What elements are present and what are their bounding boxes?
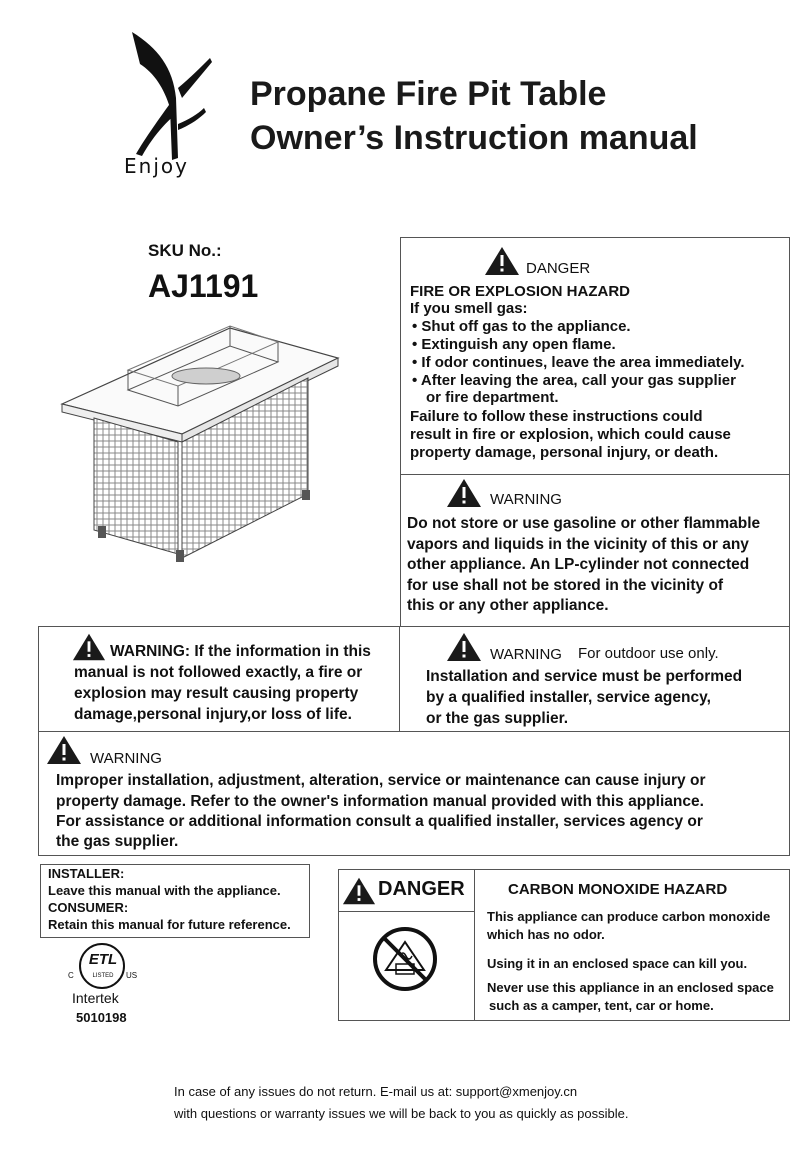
warning-info-line: manual is not followed exactly, a fire or [74, 664, 363, 681]
warning-info-line: damage,personal injury,or loss of life. [74, 706, 352, 723]
brand-logo [118, 28, 218, 180]
warning-flammable-line: other appliance. An LP-cylinder not connected [407, 556, 750, 573]
product-illustration [58, 318, 358, 568]
warning-improper-header: WARNING [90, 750, 162, 767]
danger-footer-line: property damage, personal injury, or death. [410, 444, 719, 461]
danger-bullet-text: Shut off gas to the appliance. [421, 318, 631, 335]
etl-listed-text: LISTED [92, 973, 114, 979]
etl-certification-mark [64, 940, 144, 992]
etl-mark-text: ETL [88, 951, 118, 968]
danger-bullet-text: Extinguish any open flame. [421, 336, 616, 353]
warning-outdoor-note: For outdoor use only. [578, 645, 719, 662]
warning-flammable-line: Do not store or use gasoline or other flammable [407, 515, 761, 532]
danger-bullet-text: After leaving the area, call your gas supplier [420, 372, 736, 389]
doc-title-line1: Propane Fire Pit Table [250, 75, 607, 113]
doc-title-line2: Owner’s Instruction manual [250, 119, 698, 157]
warning-improper-line: property damage. Refer to the owner's information manual provided with this appliance. [56, 793, 704, 810]
co-line: Using it in an enclosed space can kill you. [487, 956, 748, 971]
warning-info-line: explosion may result causing property [74, 685, 359, 702]
danger-bullet: • Extinguish any open flame. [412, 336, 616, 353]
danger-header: DANGER [526, 260, 591, 277]
danger-bullet-text: If odor continues, leave the area immediately. [421, 354, 745, 371]
etl-c-text: C [68, 971, 74, 980]
co-line: This appliance can produce carbon monoxide [487, 909, 771, 924]
co-danger-label: DANGER [378, 878, 465, 900]
warning-triangle-icon [46, 735, 82, 765]
co-title: CARBON MONOXIDE HAZARD [508, 881, 728, 898]
danger-bullet-cont: or fire department. [426, 389, 559, 406]
danger-bullet: • If odor continues, leave the area immediately. [412, 354, 745, 371]
warning-flammable-line: for use shall not be stored in the vicinity of [407, 577, 724, 594]
cert-number: 5010198 [76, 1010, 127, 1025]
warning-outdoor-header: WARNING [490, 646, 562, 663]
warning-triangle-icon [446, 478, 482, 508]
warning-flammable-line: this or any other appliance. [407, 597, 609, 614]
danger-subheader: FIRE OR EXPLOSION HAZARD [410, 283, 631, 300]
no-enclosed-space-icon [372, 926, 438, 992]
footer-line2: with questions or warranty issues we will be back to you as quickly as possible. [174, 1106, 629, 1121]
sku-label: SKU No.: [148, 241, 222, 260]
danger-bullet: • After leaving the area, call your gas supplier [412, 372, 736, 389]
co-line: such as a camper, tent, car or home. [489, 998, 714, 1013]
sku-value: AJ1191 [148, 268, 259, 304]
warning-triangle-icon [446, 632, 482, 662]
consumer-label: CONSUMER: [48, 900, 129, 915]
warning-flammable-line: vapors and liquids in the vicinity of this or any [407, 536, 749, 553]
danger-footer-line: Failure to follow these instructions could [410, 408, 703, 425]
danger-intro: If you smell gas: [410, 300, 528, 317]
co-header-divider [338, 911, 475, 912]
co-divider [474, 869, 475, 1021]
installer-label: INSTALLER: [48, 866, 125, 881]
warning-outdoor-line: or the gas supplier. [426, 710, 569, 727]
warning-improper-line: For assistance or additional information consult a qualified installer, services agency or [56, 813, 703, 830]
installer-text: Leave this manual with the appliance. [48, 883, 281, 898]
warning-triangle-icon [484, 246, 520, 276]
warning-triangle-icon [72, 632, 106, 662]
etl-us-text: US [126, 971, 138, 980]
co-line: which has no odor. [487, 927, 605, 942]
cert-lab: Intertek [72, 990, 119, 1006]
logo-brand-text: Enjoy [124, 154, 189, 178]
warning-triangle-icon [342, 876, 376, 906]
warning-outdoor-line: Installation and service must be performed [426, 668, 743, 685]
consumer-text: Retain this manual for future reference. [48, 917, 291, 932]
danger-footer-line: result in fire or explosion, which could cause [410, 426, 731, 443]
warning-improper-line: Improper installation, adjustment, alteration, service or maintenance can cause injury or [56, 772, 706, 789]
danger-bullet: • Shut off gas to the appliance. [412, 318, 631, 335]
warning-improper-line: the gas supplier. [56, 833, 179, 850]
warning-flammable-header: WARNING [490, 491, 562, 508]
footer-line1: In case of any issues do not return. E-mail us at: support@xmenjoy.cn [174, 1084, 578, 1099]
warning-outdoor-line: by a qualified installer, service agency, [426, 689, 711, 706]
warning-info-header: WARNING: If the information in this [110, 643, 371, 660]
co-line: Never use this appliance in an enclosed space [487, 980, 774, 995]
